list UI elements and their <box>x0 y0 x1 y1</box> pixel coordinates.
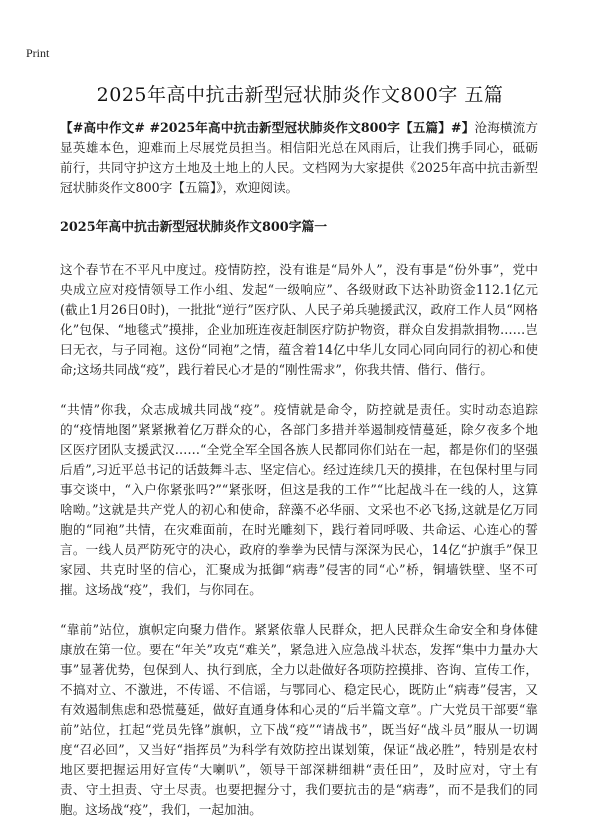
section-heading: 2025年高中抗击新型冠状肺炎作文800字篇一 <box>60 220 328 235</box>
intro-text: 沧海横流方显英雄本色，迎难而上尽展党员担当。相信阳光总在风雨后，让我们携手同心，砥砺前行，共同守护这方土地及土地上的人民。文档网为大家提供《2025年高中抗击新型冠状肺炎作文800字【五篇】》，欢迎阅读。 <box>60 120 539 195</box>
intro-tag: 【#高中作文# #2025年高中抗击新型冠状肺炎作文800字【五篇】#】 <box>60 120 475 135</box>
paragraph-1: 这个春节在不平凡中度过。疫情防控，没有谁是“局外人”，没有事是“份外事”，党中央成立应对疫情领导工作小组、发起“一级响应”、各级财政下达补助资金112.1亿元(截止1月26日0时)，一批批“逆行”医疗队、人民子弟兵驰援武汉，政府工作人员“网格化”包保、“地毯式”摸排，企业加班连夜赶制医疗防护物资，群众自发捐款捐物……岂曰无衣，与子同袍。这份“同袍”之情，蕴含着14亿中华儿女同心同向同行的初心和使命;这场共同战“疫”，践行着民心才是的“刚性需求”，你我共情、偕行、偕行。 <box>60 262 538 377</box>
paragraph-3: “靠前”站位，旗帜定向聚力借作。紧紧依靠人民群众，把人民群众生命安全和身体健康放在第一位。要在“年关”攻克“难关”，紧急进入应急战斗状态，发挥“集中力量办大事”显著优势，包保到人、执行到底，全力以赴做好各项防控摸排、咨询、宣传工作，不搞对立、不激进，不传谣、不信谣，与鄂同心、稳定民心，既防止“病毒”侵害，又有效遏制焦虑和恐慌蔓延，做好直通身体和心灵的“后半篇文章”。广大党员干部要“靠前”站位，扛起“党员先锋”旗帜，立下战“疫”“请战书”，既当好“战斗员”服从一切调度“召必回”，又当好“指挥员”为科学有效防控出谋划策，保证“战必胜”，特别是农村地区要把握运用好宣传“大喇叭”，领导干部深耕细耕“责任田”，及时应对，守土有责、守土担责、守土尽责。也要把握分寸，我们要抗击的是“病毒”，而不是我们的同胞。这场战“疫”，我们，一起加油。 <box>60 622 538 817</box>
article-body <box>60 118 538 840</box>
intro-paragraph <box>60 118 538 198</box>
print-link[interactable]: Print <box>26 46 50 60</box>
page-title: 2025年高中抗击新型冠状肺炎作文800字 五篇 <box>96 84 504 106</box>
paragraph-2: “共情”你我，众志成城共同战“疫”。疫情就是命令，防控就是责任。实时动态追踪的“疫情地图”紧紧揪着亿万群众的心，各部门多措并举遏制疫情蔓延，除夕夜多个地区医疗团队支援武汉……“全党全军全国各族人民都同你们站在一起，都是你们的坚强后盾”,习近平总书记的话鼓舞斗志、坚定信心。经过连续几天的摸排，在包保村里与同事交谈中，“入户你紧张吗?”“紧张呀，但这是我的工作”“比起战斗在一线的人，这算啥呦。”这就是共产党人的初心和使命，辞藻不必华丽、文采也不必飞扬,这就是亿万同胞的“同袍”共情，在灾难面前，在时光雕刻下，践行着同呼吸、共命运、心连心的誓言。一线人员严防死守的决心，政府的拳拳为民情与深深为民心，14亿“护旗手”保卫家园、共克时坚的信心，汇聚成为抵御“病毒”侵害的同“心”桥，铜墙铁壁、坚不可摧。这场战“疫”，我们，与你同在。 <box>60 402 538 597</box>
